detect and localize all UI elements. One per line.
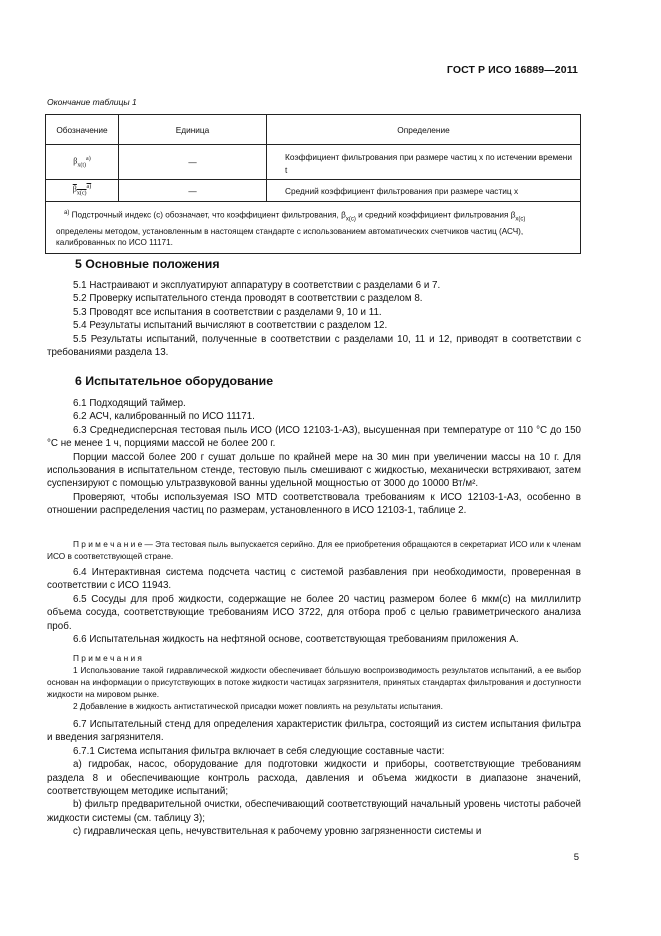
table-row [46, 145, 580, 180]
paragraph: 5.4 Результаты испытаний вычисляют в соответствии с разделом 12. [73, 320, 388, 332]
page-number: 5 [573, 852, 579, 863]
paragraph: Проверяют, чтобы используемая ISO MTD соответствовала требованиям к ИСО 12103-1-А3, особенно в отношении распределения частиц по размерам, установленного в ИСО 12103-1, таблице 2. [47, 491, 581, 517]
column-header-unit: Единица [119, 115, 267, 144]
notes-label: П р и м е ч а н и я [73, 653, 142, 663]
section-6-body-c [47, 718, 581, 839]
paragraph: 6.3 Среднедисперсная тестовая пыль ИСО (ИСО 12103-1-А3), высушенная при температуре от 110 °С до 150 °С не менее 1 ч, порциями массой не более 200 г. [47, 424, 581, 450]
table-footnote [46, 202, 580, 253]
note-label: П р и м е ч а н и е [73, 539, 143, 549]
paragraph: 5.2 Проверку испытательного стенда проводят в соответствии с разделом 8. [73, 293, 423, 305]
symbol-subscript: x(t) [77, 162, 87, 169]
symbol-superscript: a) [86, 184, 92, 191]
paragraph: Порции массой более 200 г сушат дольше по крайней мере на 30 мин при увеличении массы на 10 г. Для использования в испытательном стенде, тестовую пыль смешивают с жидкостью, механически встряхивают, затем суспензируют с помощью ультразвуковой ванны удельной мощностью от 3000 до 10000 Вт/м². [47, 451, 581, 490]
note-item: 1 Использование такой гидравлической жидкости обеспечивает бо́льшую воспроизводимость результатов испытаний, а ее выбор основан на информации о присутствующих в потоке жидкости частицах загрязнителя, принятых стандартах фильтрования и доступности жидкости на мировом рынке. [47, 665, 581, 699]
paragraph: 6.5 Сосуды для проб жидкости, содержащие не более 20 частиц размером более 6 мкм(с) на миллилитр объема сосуда, соответствующие требованиям ИСО 3722, для отбора проб с целью гравиметрического анализа проб. [47, 593, 581, 632]
symbol-beta: β [72, 185, 77, 195]
definition-cell: Коэффициент фильтрования при размере частиц x по истечении времени t [285, 152, 572, 175]
section-6-title: 6 Испытательное оборудование [75, 374, 274, 388]
column-header-symbol: Обозначение [46, 115, 119, 144]
symbols-table [45, 114, 581, 254]
document-header: ГОСТ Р ИСО 16889—2011 [446, 64, 578, 76]
paragraph: 6.4 Интерактивная система подсчета частиц с системой разбавления при необходимости, проверенная в соответствии с ИСО 11943. [47, 567, 581, 592]
paragraph: 5.5 Результаты испытаний, полученные в соответствии с разделами 10, 11 и 12, приводят в соответствии с требованиями раздела 13. [47, 333, 581, 359]
section-5-title: 5 Основные положения [75, 257, 220, 271]
table-caption: Окончание таблицы 1 [47, 97, 137, 107]
footnote-mark: a) [64, 210, 70, 216]
symbol-cell [46, 145, 119, 179]
footnote-text-part2: и средний коэффициент фильтрования β [355, 210, 516, 220]
paragraph: 5.1 Настраивают и эксплуатируют аппаратуру в соответствии с разделами 6 и 7. [73, 280, 441, 291]
footnote-subscript: x(c) [345, 216, 356, 223]
paragraph: a) гидробак, насос, оборудование для подготовки жидкости и приборы, соответствующие требованиям раздела 8 и обеспечивающие контроль расхода, давления и объема жидкости в диапазоне значений, соответствующем методике испытаний; [47, 759, 581, 798]
unit-cell: — [119, 145, 267, 179]
footnote-text-part3: определены методом, установленным в настоящем стандарте с использованием автоматических счетчиков частиц (АСЧ), калиброванных по ИСО 11171. [56, 226, 524, 248]
symbol-beta: β [73, 156, 78, 166]
note-1 [47, 538, 581, 562]
table-row [46, 180, 580, 202]
section-5-body [47, 279, 581, 359]
footnote-text-part1: Подстрочный индекс (с) обозначает, что коэффициент фильтрования, β [71, 210, 346, 220]
paragraph: 6.1 Подходящий таймер. [73, 398, 186, 409]
paragraph: 5.3 Проводят все испытания в соответствии с разделами 9, 10 и 11. [73, 306, 382, 318]
section-6-body-a [47, 397, 581, 518]
section-6-body-b [47, 566, 581, 646]
symbol-cell [46, 180, 119, 201]
table-header-row [46, 115, 580, 145]
paragraph: 6.7.1 Система испытания фильтра включает в себя следующие составные части: [73, 745, 445, 757]
note-item: 2 Добавление в жидкость антистатической присадки может повлиять на результаты испытания. [73, 701, 443, 711]
column-header-definition: Определение [397, 124, 450, 135]
paragraph: b) фильтр предварительной очистки, обеспечивающий соответствующий начальный уровень чистоты рабочей жидкости системы (см. таблицу 3); [47, 799, 581, 824]
paragraph: 6.2 АСЧ, калиброванный по ИСО 11171. [73, 411, 255, 423]
paragraph: 6.6 Испытательная жидкость на нефтяной основе, соответствующая требованиям приложения А. [73, 634, 519, 646]
definition-cell: Средний коэффициент фильтрования при размере частиц x [285, 186, 519, 196]
paragraph: c) гидравлическая цепь, нечувствительная к рабочему уровню загрязненности системы и [73, 826, 482, 838]
symbol-superscript: a) [86, 155, 91, 162]
symbol-subscript: x(c) [76, 190, 87, 197]
paragraph: 6.7 Испытательный стенд для определения характеристик фильтра, состоящий из систем испытания фильтра и введения загрязнителя. [47, 719, 581, 744]
note-text: — Эта тестовая пыль выпускается серийно. Для ее приобретения обращаются в секретариат ИСО или к членам ИСО в соответствующей стране. [47, 539, 581, 561]
unit-cell: — [119, 180, 267, 201]
footnote-subscript: x(c) [515, 216, 526, 223]
notes-block [47, 652, 581, 712]
